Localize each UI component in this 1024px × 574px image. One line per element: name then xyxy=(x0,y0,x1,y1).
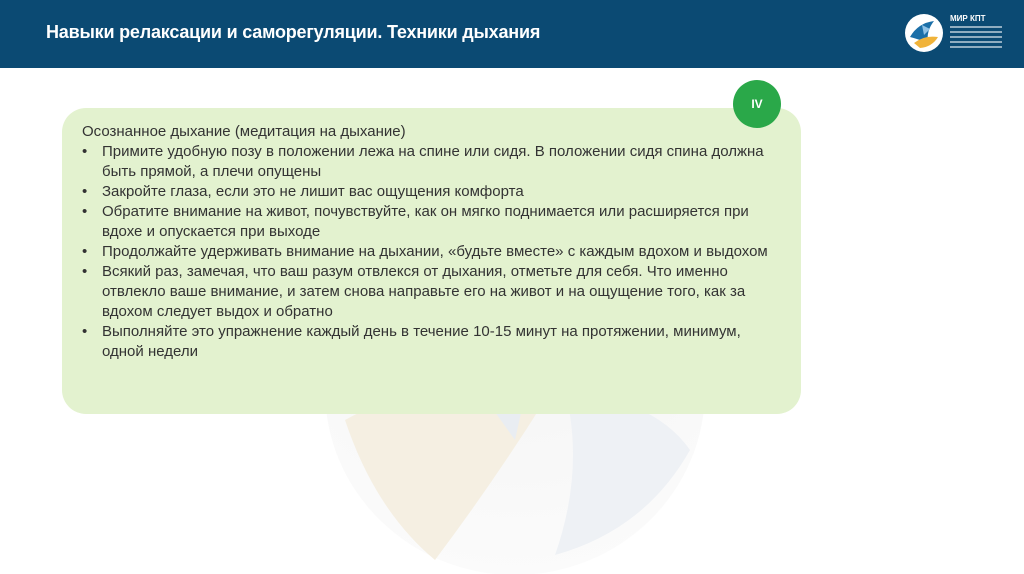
content-card xyxy=(62,108,801,414)
card-heading: Осознанное дыхание (медитация на дыхание) xyxy=(82,123,406,140)
list-item: • Продолжайте удерживать внимание на дыхании, «будьте вместе» с каждым вдохом и выдохом xyxy=(80,242,781,262)
list-item: • Закройте глаза, если это не лишит вас ощущения комфорта xyxy=(80,182,781,202)
logo-tagline-lines xyxy=(950,26,1002,51)
section-badge: IV xyxy=(733,80,781,128)
list-item: • Выполняйте это упражнение каждый день в течение 10-15 минут на протяжении, минимум, одной недели xyxy=(80,322,781,362)
logo-name: МИР КПТ xyxy=(950,14,986,23)
list-item: • Всякий раз, замечая, что ваш разум отвлекся от дыхания, отметьте для себя. Что именно отвлекло ваше внимание, и затем снова направьте его на живот и на ощущение того, как за вдохом следует выдох и обратно xyxy=(80,262,781,322)
bullet-list xyxy=(80,142,781,362)
header-bar xyxy=(0,0,1024,68)
globe-logo-icon xyxy=(904,13,944,53)
list-item: • Примите удобную позу в положении лежа на спине или сидя. В положении сидя спина должна быть прямой, а плечи опущены xyxy=(80,142,781,182)
slide-title: Навыки релаксации и саморегуляции. Техники дыхания xyxy=(46,22,541,42)
list-item: • Обратите внимание на живот, почувствуйте, как он мягко поднимается или расширяется при вдохе и опускается при выходе xyxy=(80,202,781,242)
logo xyxy=(904,11,1004,55)
